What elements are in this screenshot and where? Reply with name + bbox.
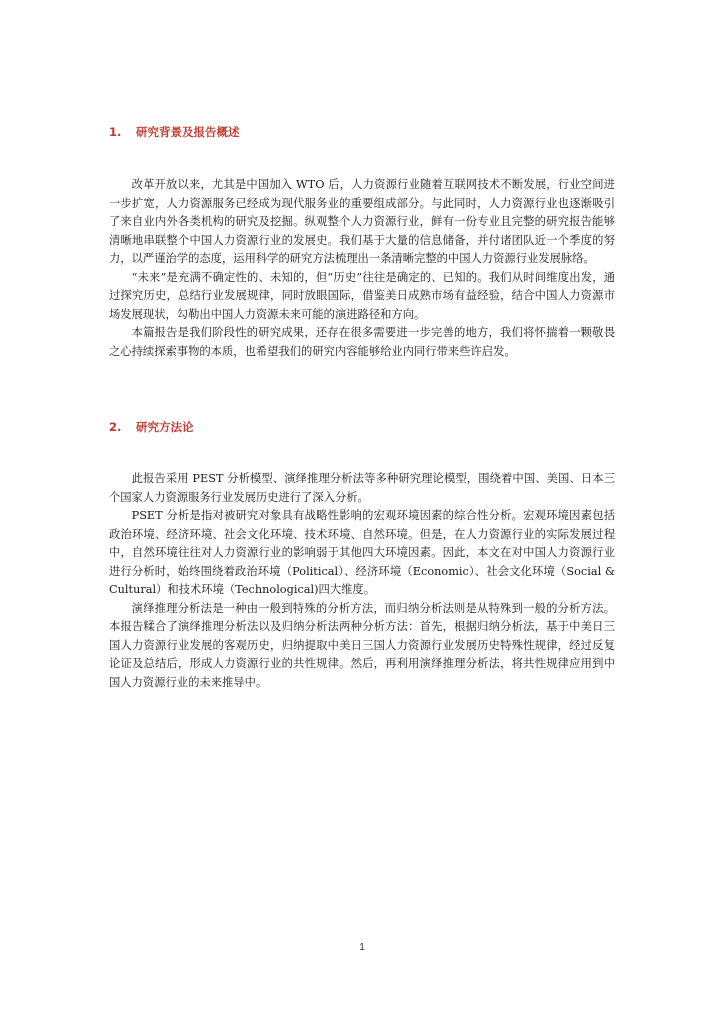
section-1-number: 1. [109, 125, 122, 139]
section-2-body [109, 470, 615, 692]
section-1-heading [109, 124, 240, 140]
section-2-paragraph-2: PSET 分析是指对被研究对象具有战略性影响的宏观环境因素的综合性分析。宏观环境因素包括政治环境、经济环境、社会文化环境、技术环境、自然环境。但是，在人力资源行业的实际发展过程中，自然环境往往对人力资源行业的影响弱于其他四大环境因素。因此，本文在对中国人力资源行业进行分析时，始终围绕着政治环境（Political）、经济环境（Economic）、社会文化环境（Social & Cultural）和技术环境（Technological)四大维度。 [109, 509, 615, 596]
section-1-paragraph-3: 本篇报告是我们阶段性的研究成果，还存在很多需要进一步完善的地方，我们将怀揣着一颗敬畏之心持续探索事物的本质，也希望我们的研究内容能够给业内同行带来些许启发。 [109, 326, 615, 358]
section-2-paragraph-3: 演绎推理分析法是一种由一般到特殊的分析方法，而归纳分析法则是从特殊到一般的分析方法。本报告糅合了演绎推理分析法以及归纳分析法两种分析方法：首先，根据归纳分析法，基于中美日三国人力资源行业发展的客观历史，归纳提取中美日三国人力资源行业发展历史特殊性规律，经过反复论证及总结后，形成人力资源行业的共性规律。然后，再利用演绎推理分析法，将共性规律应用到中国人力资源行业的未来推导中。 [109, 601, 615, 689]
section-1-paragraph-2: “未来”是充满不确定性的、未知的，但“历史”往往是确定的、已知的。我们从时间维度出发，通过探究历史，总结行业发展规律，同时放眼国际，借鉴美日成熟市场有益经验，结合中国人力资源市场发展现状，勾勒出中国人力资源未来可能的演进路径和方向。 [109, 270, 615, 321]
page-number: 1 [359, 942, 365, 953]
section-1-paragraph-1: 改革开放以来，尤其是中国加入 WTO 后，人力资源行业随着互联网技术不断发展，行业空间进一步扩宽，人力资源服务已经成为现代服务业的重要组成部分。与此同时，人力资源行业也逐渐吸引了来自业内外各类机构的研究及挖掘。纵观整个人力资源行业，鲜有一份专业且完整的研究报告能够清晰地串联整个中国人力资源行业的发展史。我们基于大量的信息储备，并付诸团队近一个季度的努力，以严谨治学的态度，运用科学的研究方法梳理出一条清晰完整的中国人力资源行业发展脉络。 [109, 178, 615, 265]
section-2-paragraph-1: 此报告采用 PEST 分析模型、演绎推理分析法等多种研究理论模型，围绕着中国、美国、日本三个国家人力资源服务行业发展历史进行了深入分析。 [109, 472, 615, 504]
section-1-title: 研究背景及报告概述 [136, 125, 240, 139]
section-2-number: 2. [109, 420, 122, 434]
section-1-body [109, 176, 615, 361]
section-2-heading [109, 419, 194, 435]
section-2-title: 研究方法论 [136, 420, 194, 434]
